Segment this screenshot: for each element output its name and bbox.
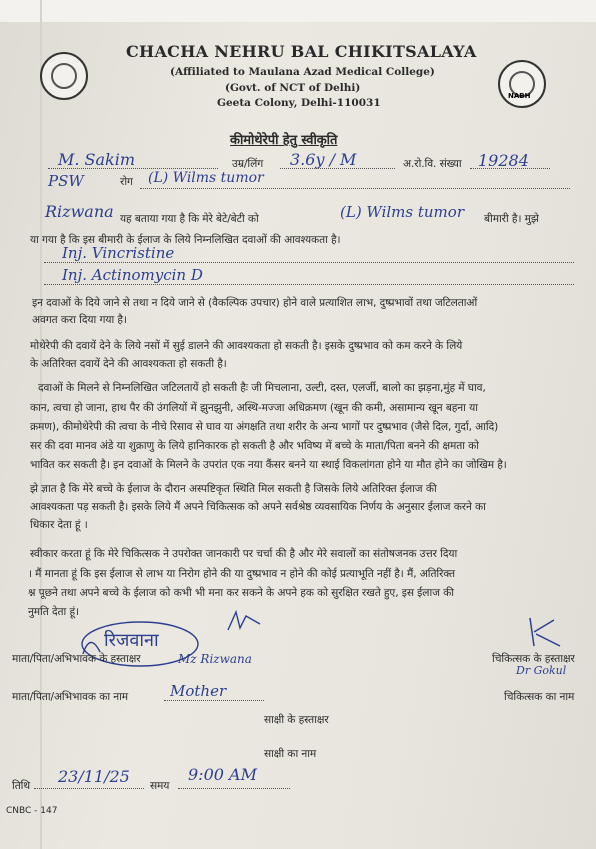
illness-value: (L) Wilms tumor <box>340 203 464 221</box>
drug-1: Inj. Vincristine <box>62 244 175 262</box>
para2-line1: मोथेरेपी की दवायें देने के लिये नसों में सुई डालने की आवश्यकता हो सकती है। इसके दुष्प्रभाव को कम करने के लिये <box>30 340 463 352</box>
para3-line1: दवाओं के मिलने से निम्नलिखित जटिलतायें हो सकती हैः जी मिचलाना, उल्टी, दस्त, एलर्जी, बालो का झड़ना,मुंह में घाव, <box>38 382 486 394</box>
age-line <box>280 168 395 169</box>
para4-line1: झे ज्ञात है कि मेरे बच्चे के ईलाज के दौरान अस्पष्टिकृत स्थिति मिल सकती है जिसके लिये अतिरिक्त ईलाज की <box>30 483 437 495</box>
name-line <box>48 168 218 169</box>
disease-line <box>140 188 570 189</box>
patient-name-value: M. Sakim <box>58 150 136 169</box>
para5-line3: श्न पूछने तथा अपने बच्चे के ईलाज को कभी भी मना कर सकने के अपने हक को सुरक्षित रखते हुए, इस ईलाज की <box>28 587 454 599</box>
time-label: समय <box>150 780 170 792</box>
govt-line: (Govt. of NCT of Delhi) <box>225 82 361 94</box>
drug-2: Inj. Actinomycin D <box>62 266 203 284</box>
form-heading: कीमोथेरेपी हेतु स्वीकृति <box>230 133 338 148</box>
need-text: या गया है कि इस बीमारी के ईलाज के लिये निम्नलिखित दवाओं की आवश्यकता है। <box>30 234 341 246</box>
parent-name-line <box>164 700 264 701</box>
para5-line2: । मैं मानता हूं कि इस ईलाज से लाभ या निरोग होने की या दुष्प्रभाव न होने की कोई प्रत्याभूति नहीं है। मैं, अतिरिक्त <box>28 568 455 580</box>
para5-line1: स्वीकार करता हूं कि मेरे चिकित्सक ने उपरोक्त जानकारी पर चर्चा की है और मेरे सवालों का संतोषजनक उत्तर दिया <box>30 548 458 560</box>
date-label: तिथि <box>12 780 31 792</box>
parent-name-label: माता/पिता/अभिभावक का नाम <box>12 691 129 703</box>
para5-line4: नुमति देता हूं। <box>28 606 79 618</box>
para3-line4: सर की दवा मानव अंडे या शुक्राणु के लिये हानिकारक हो सकती है और भविष्य में बच्चे के माता/पिता बनने की क्षमता को <box>30 440 479 452</box>
witness-name-label: साक्षी का नाम <box>264 748 317 760</box>
time-value: 9:00 AM <box>188 765 257 784</box>
illness-text: बीमारी है। मुझे <box>484 213 539 225</box>
time-line <box>178 788 290 789</box>
parent-sign-label: माता/पिता/अभिभावक के हस्ताक्षर <box>12 653 141 665</box>
parent-relation: Mother <box>170 682 227 700</box>
doctor-signature <box>520 612 570 652</box>
doctor-sign-label: चिकित्सक के हस्ताक्षर <box>492 653 575 665</box>
reg-label: अ.रो.वि. संख्या <box>403 158 462 170</box>
form-code: CNBC - 147 <box>6 806 58 816</box>
reg-value: 19284 <box>478 151 529 170</box>
date-line <box>34 788 144 789</box>
parent-signature-en: Mz Rizwana <box>178 652 252 666</box>
para4-line3: धिकार देता हूं । <box>30 519 88 531</box>
nabh-text: NABH <box>508 92 531 100</box>
para3-line5: भावित कर सकती है। इन दवाओं के मिलने के उपरांत एक नया कैंसर बनने या स्थाई विकलांगता होने या मौत होने का जोखिम है। <box>30 459 507 471</box>
doctor-name-value: Dr Gokul <box>516 664 567 677</box>
parent-name-value: Rizwana <box>45 202 114 221</box>
reg-line <box>470 168 550 169</box>
age-sex-value: 3.6y / M <box>290 150 357 169</box>
address: Geeta Colony, Delhi-110031 <box>217 97 381 109</box>
nabh-logo <box>498 60 546 108</box>
hospital-title: CHACHA NEHRU BAL CHIKITSALAYA <box>126 42 477 61</box>
parent-signature-mark <box>224 608 264 638</box>
parent-signature: रिजवाना <box>104 630 159 651</box>
told-text: यह बताया गया है कि मेरे बेटे/बेटी को <box>120 213 259 225</box>
para2-line2: के अतिरिक्त दवायें देने की आवश्यकता हो सकती है। <box>30 358 227 370</box>
para3-line3: क्रमण), कीमोथेरेपी की त्वचा के नीचे रिसाव से घाव या अंगक्षति तथा शरीर के अन्य भागों पर दुष्प्रभाव (जैसे दिल, गुर्दा, आदि) <box>30 421 499 433</box>
witness-sign-label: साक्षी के हस्ताक्षर <box>264 714 329 726</box>
disease-label: रोग <box>120 176 133 188</box>
page-top-edge <box>0 0 596 22</box>
para1-line1: इन दवाओं के दिये जाने से तथा न दिये जाने से (वैकल्पिक उपचार) होने वाले प्रत्याशित लाभ, दुष्प्रभावों तथा जटिलताओं <box>32 297 478 309</box>
unit-value: PSW <box>48 172 84 190</box>
drug-2-line <box>44 284 574 285</box>
disease-value: (L) Wilms tumor <box>148 170 264 186</box>
para3-line2: कान, त्वचा हो जाना, हाथ पैर की उंगलियों में झुनझुनी, अस्थि-मज्जा अधिक्रमण (खून की कमी, असामान्य खून बहना या <box>30 402 478 414</box>
hospital-logo <box>40 52 88 100</box>
date-value: 23/11/25 <box>58 767 130 786</box>
drug-1-line <box>44 262 574 263</box>
doctor-name-label: चिकित्सक का नाम <box>504 691 575 703</box>
age-label: उम्र/लिंग <box>232 158 264 170</box>
para1-line2: अवगत करा दिया गया है। <box>32 314 127 326</box>
para4-line2: आवश्यकता पड़ सकती है। इसके लिये मैं अपने चिकित्सक को अपने सर्वश्रेष्ठ व्यवसायिक निर्णय के अनुसार ईलाज करने का <box>30 501 486 513</box>
affiliation: (Affiliated to Maulana Azad Medical College) <box>170 66 435 78</box>
